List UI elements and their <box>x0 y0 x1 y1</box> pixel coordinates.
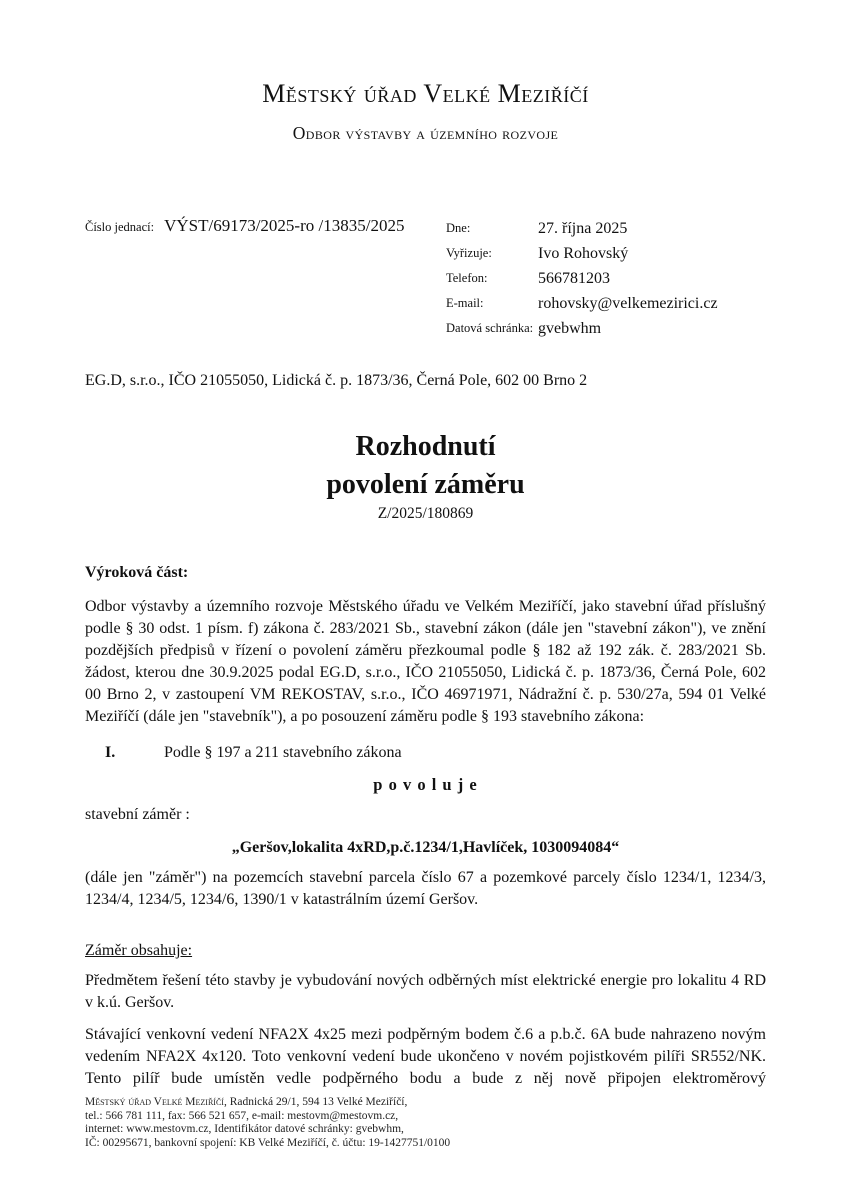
detail-row-phone <box>446 266 766 291</box>
databox-value: gvebwhm <box>538 320 602 337</box>
email-label: E-mail: <box>446 296 484 310</box>
phone-label: Telefon: <box>446 271 488 285</box>
paragraph-technical: Stávající venkovní vedení NFA2X 4x25 mezi podpěrným bodem č.6 a p.b.č. 6A bude nahrazeno novým vedením NFA2X 4x120. Toto venkovní vedení bude ukončeno v novém pojistkovém pilíři SR552/NK. Tento pilíř bude umístěn vedle podpěrného bodu a bude z něj nově připojen elektroměrový <box>85 1026 766 1087</box>
databox-label: Datová schránka: <box>446 321 534 335</box>
handler-value: Ivo Rohovský <box>538 245 629 262</box>
footer-office-name: Městský úřad Velké Meziříčí <box>85 1096 224 1108</box>
paragraph-purpose: Předmětem řešení této stavby je vybudování nových odběrných míst elektrické energie pro lokalitu 4 RD v k.ú. Geršov. <box>85 972 766 1011</box>
date-label: Dne: <box>446 221 471 235</box>
page-footer <box>85 1096 766 1150</box>
phone-value: 566781203 <box>538 270 610 287</box>
footer-address-rest: , Radnická 29/1, 594 13 Velké Meziříčí, <box>223 1096 408 1108</box>
file-number: Z/2025/180869 <box>377 505 474 522</box>
handler-label: Vyřizuje: <box>446 246 492 260</box>
intent-label: stavební záměr : <box>85 806 190 823</box>
subsection-heading-scope: Záměr obsahuje: <box>85 942 193 959</box>
item-text: Podle § 197 a 211 stavebního zákona <box>164 744 402 761</box>
project-name: „Geršov,lokalita 4xRD,p.č.1234/1,Havlíček, 1030094084“ <box>231 839 620 856</box>
numbered-item-1 <box>85 742 766 764</box>
detail-row-databox <box>446 316 766 341</box>
recipient-line: EG.D, s.r.o., IČO 21055050, Lidická č. p. 1873/36, Černá Pole, 602 00 Brno 2 <box>85 372 588 389</box>
footer-contact-line: tel.: 566 781 111, fax: 566 521 657, e-mail: mestovm@mestovm.cz, <box>85 1109 399 1122</box>
case-number-value: VÝST/69173/2025-ro /13835/2025 <box>164 216 405 235</box>
footer-address-line <box>85 1096 766 1110</box>
decision-subtitle: povolení záměru <box>326 469 525 500</box>
contact-details <box>446 216 766 341</box>
detail-row-handler <box>446 241 766 266</box>
date-value: 27. října 2025 <box>538 220 628 237</box>
title-block <box>85 428 766 524</box>
office-name: Městský úřad Velké Meziříčí <box>262 79 589 108</box>
detail-row-date <box>446 216 766 241</box>
verdict-word: p o v o l u j e <box>373 775 478 794</box>
detail-row-email <box>446 291 766 316</box>
letterhead <box>85 80 766 143</box>
section-heading-verdict-part: Výroková část: <box>85 564 189 581</box>
paragraph-parcels: (dále jen "záměr") na pozemcích stavební parcela číslo 67 a pozemkové parcely číslo 1234/1, 1234/3, 1234/4, 1234/5, 1234/6, 1390/1 v katastrálním území Geršov. <box>85 869 766 908</box>
case-number-row <box>85 216 404 236</box>
footer-bank-line: IČ: 00295671, bankovní spojení: KB Velké Meziříčí, č. účtu: 19-1427751/0100 <box>85 1136 451 1149</box>
case-number-label: Číslo jednací: <box>85 220 155 234</box>
email-value: rohovsky@velkemezirici.cz <box>538 295 718 312</box>
paragraph-intro: Odbor výstavby a územního rozvoje Městského úřadu ve Velkém Meziříčí, jako stavební úřad příslušný podle § 30 odst. 1 písm. f) zákona č. 283/2021 Sb., stavební zákon (dále jen "stavební zákon"), ve znění pozdějších předpisů v řízení o povolení záměru přezkoumal podle § 182 až 192 zák. č. 283/2021 Sb. žádost, kterou dne 30.9.2025 podal EG.D, s.r.o., IČO 21055050, Lidická č. p. 1873/36, Černá Pole, 602 00 Brno 2, v zastoupení VM REKOSTAV, s.r.o., IČO 46971971, Nádražní č. p. 530/27a, 594 01 Velké Meziříčí (dále jen "stavebník"), a po posouzení záměru podle § 193 stavebního zákona: <box>85 598 766 725</box>
reference-block <box>85 216 766 341</box>
footer-internet-line: internet: www.mestovm.cz, Identifikátor datové schránky: gvebwhm, <box>85 1123 404 1135</box>
item-number: I. <box>105 744 116 761</box>
department-name: Odbor výstavby a územního rozvoje <box>292 123 559 143</box>
decision-title: Rozhodnutí <box>355 431 496 462</box>
